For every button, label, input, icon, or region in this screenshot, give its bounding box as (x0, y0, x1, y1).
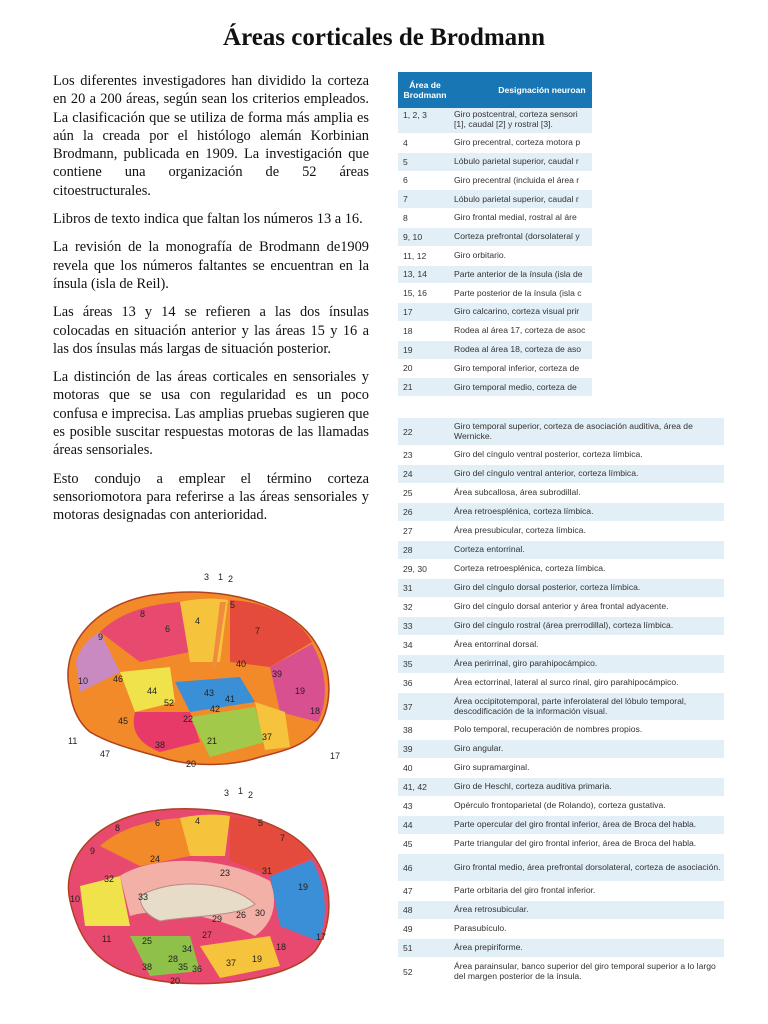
paragraph: Libros de texto indica que faltan los números 13 a 16. (53, 211, 363, 228)
area-label: 18 (276, 942, 287, 952)
table-row (398, 655, 724, 674)
area-number: 32 (403, 602, 413, 612)
area-label: 1 (218, 572, 224, 582)
area-label: 9 (90, 846, 96, 856)
area-designation: Giro supramarginal. (454, 762, 530, 773)
area-designation: Lóbulo parietal superior, caudal r (454, 156, 579, 166)
table-row (398, 541, 724, 560)
area-label: 45 (118, 716, 129, 726)
table-row (398, 579, 724, 598)
area-number: 17 (403, 307, 413, 318)
area-label: 4 (195, 616, 201, 626)
table-row (398, 693, 724, 721)
table-row (398, 778, 724, 797)
area-designation: Corteza entorrinal. (454, 544, 525, 555)
area-label: 6 (155, 818, 161, 828)
area-number: 25 (403, 488, 413, 498)
area-label: 28 (168, 954, 179, 964)
area-number: 44 (403, 820, 413, 830)
area-label: 20 (186, 759, 197, 769)
area-label: 22 (183, 714, 194, 724)
area-label: 29 (212, 914, 223, 924)
lateral-brain-illustration (40, 572, 360, 782)
area-designation: Área perirrinal, giro parahipocámpico. (454, 658, 598, 669)
brodmann-table-part2 (398, 418, 724, 986)
area-number: 22 (403, 426, 413, 437)
area-label: 46 (113, 674, 124, 684)
table-row (398, 816, 724, 835)
body-text (53, 72, 369, 535)
area-number: 8 (403, 213, 408, 224)
paragraph: La distinción de las áreas corticales en sensoriales y motoras que se usa con regularidad es un poco confusa e imprecisa. Las amplias pruebas sugieren que es posible suscitar respuestas motoras de las llamadas áreas sensoriales. (53, 369, 369, 459)
area-label: 18 (310, 706, 321, 716)
area-number: 46 (403, 862, 413, 873)
area-label: 25 (142, 936, 153, 946)
area-label: 10 (70, 894, 81, 904)
area-label: 37 (262, 732, 273, 742)
header-designation: Designación neuroan (498, 85, 586, 95)
area-label: 43 (204, 688, 215, 698)
area-designation: Rodea al área 18, corteza de aso (454, 344, 582, 354)
area-number: 11, 12 (403, 250, 427, 261)
area-designation: Área entorrinal dorsal. (454, 639, 539, 650)
area-number: 37 (403, 701, 413, 712)
area-designation: Parte anterior de la ínsula (isla de (454, 269, 583, 279)
area-designation: Corteza prefrontal (dorsolateral y (454, 232, 580, 242)
area-label: 34 (182, 944, 193, 954)
area-label: 1 (238, 786, 244, 796)
table-row (398, 484, 724, 503)
area-label: 5 (230, 600, 236, 610)
area-designation: Parte opercular del giro frontal inferior, área de Broca del habla. (454, 819, 697, 830)
paragraph: Los diferentes investigadores han dividido la corteza en 20 a 200 áreas, según sean los criterios empleados. La clasificación que se utiliza de forma más amplia es aún la creada por el histólogo alemán Korbinian Brodmann, publicada en 1909. La investigación que contiene una organización de 52 áreas citoestructurales. (53, 73, 369, 199)
area-designation: Giro precentral, corteza motora p (454, 138, 581, 148)
area-label: 21 (207, 736, 218, 746)
area-designation: Giro calcarino, corteza visual prir (454, 307, 580, 317)
table-row (398, 522, 724, 541)
table-row (398, 759, 724, 778)
area-designation: Giro frontal medio, área prefrontal dorsolateral, corteza de asociación. (454, 861, 721, 872)
area-label: 24 (150, 854, 161, 864)
area-designation: Giro del cíngulo ventral anterior, corteza límbica. (454, 468, 639, 479)
area-designation: Giro temporal medio, corteza de (454, 382, 577, 392)
area-label: 2 (228, 574, 234, 584)
table-row (398, 465, 724, 484)
brodmann-table-part1 (398, 72, 592, 397)
area-number: 35 (403, 659, 413, 669)
table-row (398, 882, 724, 901)
paragraph: Esto condujo a emplear el término corteza sensoriomotora para referirse a las áreas sensoriales y motoras designadas con anterioridad. (53, 470, 369, 524)
medial-brain-illustration (40, 786, 360, 996)
area-label: 20 (170, 976, 181, 986)
area-label: 47 (100, 749, 111, 759)
paragraph: La revisión de la monografía de Brodmann de1909 revela que los números faltantes se encuentran en la ínsula (isla de Reil). (53, 239, 369, 292)
area-designation: Giro temporal superior, corteza de asociación auditiva, área de Wernicke. (454, 421, 693, 441)
area-label: 27 (202, 930, 213, 940)
area-label: 38 (155, 740, 166, 750)
area-label: 5 (258, 818, 264, 828)
area-label: 23 (220, 868, 231, 878)
area-designation: Giro del cíngulo dorsal posterior, corteza límbica. (454, 582, 641, 593)
table-row (398, 266, 592, 285)
area-designation: Área retroesplénica, corteza límbica. (454, 506, 594, 517)
table-row (398, 284, 592, 303)
area-label: 2 (248, 790, 254, 800)
area-label: 40 (236, 659, 247, 669)
area-number: 29, 30 (403, 564, 427, 574)
area-number: 31 (403, 583, 413, 593)
area-number: 28 (403, 545, 413, 555)
area-label: 41 (225, 694, 236, 704)
table-row (398, 378, 592, 397)
area-designation: Parasubículo. (454, 923, 507, 934)
designation-line: Giro postcentral, corteza sensori (454, 110, 578, 119)
area-number: 13, 14 (403, 269, 427, 280)
area-label: 30 (255, 908, 266, 918)
area-designation: Área ectorrinal, lateral al surco rinal, giro parahipocámpico. (454, 677, 679, 688)
area-label: 9 (98, 632, 104, 642)
table-row (398, 108, 592, 134)
area-number: 1, 2, 3 (403, 110, 427, 120)
area-number: 38 (403, 725, 413, 735)
table-row (398, 446, 724, 465)
table-row (398, 560, 724, 579)
area-label: 6 (165, 624, 171, 634)
area-designation: Opérculo frontoparietal (de Rolando), corteza gustativa. (454, 800, 666, 811)
table-row (398, 939, 724, 958)
area-label: 36 (192, 964, 203, 974)
table-row (398, 797, 724, 816)
area-number: 4 (403, 137, 408, 148)
area-number: 20 (403, 363, 413, 374)
area-label: 35 (178, 962, 189, 972)
area-designation: Área subcallosa, área subrodillal. (454, 487, 581, 498)
area-number: 49 (403, 924, 413, 934)
area-label: 11 (68, 736, 78, 746)
area-number: 34 (403, 640, 413, 650)
area-number: 52 (403, 966, 413, 977)
table-row (398, 303, 592, 322)
table-row (398, 134, 592, 153)
page-title: Áreas corticales de Brodmann (223, 24, 545, 51)
area-label: 52 (164, 698, 175, 708)
area-designation: Giro del cíngulo ventral posterior, corteza límbica. (454, 449, 643, 460)
area-label: 26 (236, 910, 247, 920)
area-number: 43 (403, 801, 413, 811)
area-label: 31 (262, 866, 273, 876)
table-header (398, 72, 592, 108)
area-designation: Área retrosubicular. (454, 904, 529, 915)
area-number: 6 (403, 175, 408, 186)
table-row (398, 617, 724, 636)
area-number: 27 (403, 526, 413, 536)
table-row (398, 835, 724, 854)
area-label: 10 (78, 676, 89, 686)
table-row (398, 636, 724, 655)
area-label: 44 (147, 686, 158, 696)
area-label: 39 (272, 669, 283, 679)
area-number: 9, 10 (403, 231, 423, 242)
table-row (398, 503, 724, 522)
area-label: 4 (195, 816, 201, 826)
area-designation: Área prepiriforme. (454, 942, 523, 953)
area-number: 41, 42 (403, 782, 427, 792)
area-label: 17 (330, 751, 341, 761)
table-row (398, 360, 592, 379)
area-number: 24 (403, 469, 413, 479)
area-number: 7 (403, 194, 408, 205)
area-number: 33 (403, 621, 413, 631)
area-designation: Parte posterior de la ínsula (isla c (454, 288, 582, 298)
area-label: 19 (298, 882, 309, 892)
area-designation: Giro del cíngulo dorsal anterior y área frontal adyacente. (454, 601, 669, 612)
table-row (398, 598, 724, 617)
area-designation: Giro frontal medial, rostral al áre (454, 213, 577, 223)
area-number: 47 (403, 886, 413, 896)
table-row (398, 228, 592, 247)
area-label: 42 (210, 704, 221, 714)
area-number: 19 (403, 344, 413, 355)
table-row (398, 341, 592, 360)
area-number: 39 (403, 744, 413, 754)
area-number: 5 (403, 156, 408, 167)
designation-line: [1], caudal [2] y rostral [3]. (454, 118, 553, 129)
area-designation: Giro del cíngulo rostral (área prerrodillal), corteza límbica. (454, 620, 674, 631)
area-designation: Rodea al área 17, corteza de asoc (454, 326, 586, 336)
table-row (398, 247, 592, 266)
table-row (398, 153, 592, 172)
area-label: 19 (295, 686, 306, 696)
table-row (398, 740, 724, 759)
table-row (398, 209, 592, 228)
area-designation: Giro angular. (454, 743, 504, 754)
area-designation: Parte triangular del giro frontal inferior, área de Broca del habla. (454, 838, 697, 849)
area-label: 37 (226, 958, 237, 968)
area-label: 8 (115, 823, 121, 833)
table-row (398, 418, 724, 446)
area-label: 19 (252, 954, 263, 964)
table-row (398, 172, 592, 191)
area-label: 8 (140, 609, 146, 619)
area-designation: Área parainsular, banco superior del giro temporal superior a lo largo del margen posterior de la ínsula. (454, 961, 716, 981)
area-designation: Área presubicular, corteza límbica. (454, 525, 586, 536)
area-designation: Giro precentral (incluida el área r (454, 175, 580, 185)
area-label: 7 (280, 833, 286, 843)
header-area: Área de Brodmann (403, 80, 447, 100)
area-number: 36 (403, 678, 413, 688)
table-row (398, 958, 724, 986)
table-row (398, 674, 724, 693)
area-number: 40 (403, 763, 413, 773)
area-designation: Parte orbitaria del giro frontal inferior. (454, 885, 596, 896)
table-row (398, 190, 592, 209)
area-label: 11 (102, 934, 112, 944)
area-label: 17 (316, 932, 327, 942)
table-row (398, 721, 724, 740)
area-label: 3 (204, 572, 210, 582)
area-designation: Giro orbitario. (454, 250, 507, 260)
area-designation: Corteza retroesplénica, corteza límbica. (454, 563, 606, 574)
area-designation: Giro temporal inferior, corteza de (454, 363, 580, 373)
area-designation: Área occipitotemporal, parte inferolateral del lóbulo temporal, descodificación de la información visual. (454, 696, 687, 716)
area-label: 7 (255, 626, 261, 636)
area-designation: Polo temporal, recuperación de nombres propios. (454, 724, 643, 735)
area-designation: Giro de Heschl, corteza auditiva primaria. (454, 781, 612, 792)
area-designation: Lóbulo parietal superior, caudal r (454, 194, 579, 204)
area-label: 38 (142, 962, 153, 972)
table-row (398, 901, 724, 920)
table-row (398, 854, 724, 882)
table-row (398, 322, 592, 341)
area-number: 48 (403, 905, 413, 915)
area-number: 26 (403, 507, 413, 517)
area-label: 32 (104, 874, 115, 884)
area-number: 18 (403, 325, 413, 336)
area-number: 45 (403, 839, 413, 849)
area-label: 33 (138, 892, 149, 902)
area-number: 51 (403, 943, 413, 953)
area-designation (452, 110, 592, 129)
paragraph: Las áreas 13 y 14 se refieren a las dos ínsulas colocadas en situación anterior y las áreas 15 y 16 a las dos ínsulas más largas de situación posterior. (53, 304, 369, 357)
area-number: 23 (403, 450, 413, 460)
area-number: 21 (403, 382, 413, 393)
area-number: 15, 16 (403, 288, 427, 299)
area-label: 3 (224, 788, 230, 798)
table-row (398, 920, 724, 939)
